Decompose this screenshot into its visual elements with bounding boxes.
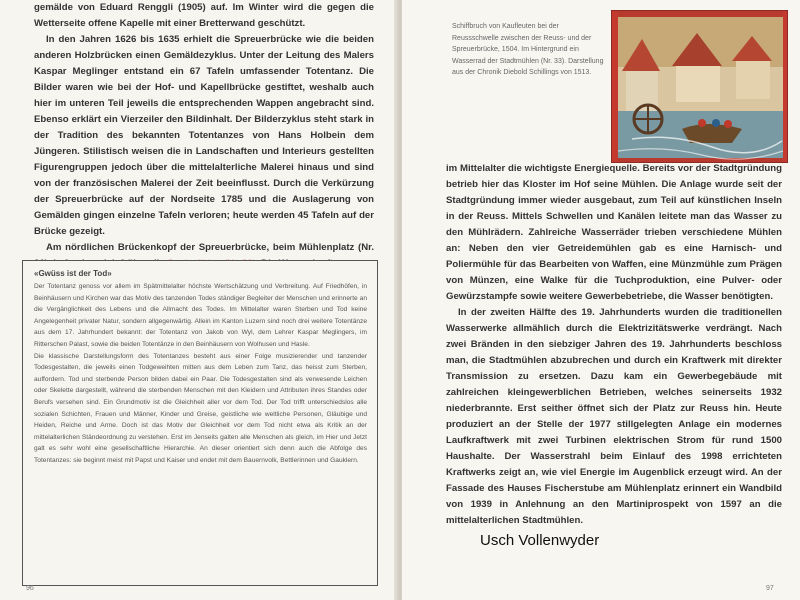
box-title: «Gwüss ist der Tod» [34, 269, 112, 278]
left-page [0, 0, 398, 600]
page-number-right: 97 [766, 585, 774, 592]
right-paragraph-2: In der zweiten Hälfte des 19. Jahrhunderts wurden die traditionellen Wasserwerke allmählich durch die Elektrizitätswerke verdrängt. Nach zwei Bränden in den siebziger Jahren des 19. Jahrhunderts beschloss man, die Stadtmühlen abzubrechen und durch ein Kraftwerk mit direkter Transmission zu ersetzen. Dazu kam ein Gewerbegebäude mit zahlreichen kleingewerblichen Betrieben, welches seinerseits 1932 niederbrannte. Erst seither öffnet sich der Platz zur Reuss hin. Heute produziert an der Stelle der 1977 stillgelegten Anlage ein modernes Laufkraftwerk mit zwei Turbinen elektrischen Strom für rund 1500 Haushalte. Der Wasserstrahl beim Einlauf des 1998 errichteten Kraftwerks zeigt an, wie viel Energie im Augenblick erzeugt wird. An der Fassade des Hauses Fischerstube am Mühlenplatz erinnert ein Wandbild von 1939 in Anlehnung an den Martiniprospekt von 1597 an die mittelalterlichen Stadtmühlen. [446, 307, 782, 526]
illustration-image [612, 11, 788, 163]
box-paragraph-1: Der Totentanz genoss vor allem im Spätmittelalter höchste Wertschätzung und Verbreitung. Auf Friedhöfen, in Beinhäusern und Kirchen war das Motiv des tanzenden Todes ständiger Begleiter der Menschen und erinnerte an die Vergänglichkeit des Lebens und die Allmacht des Todes. Im Mittelalter waren Sterben und Tod keine Angelegenheit privater Natur, sondern allgegenwärtig. Allein im Kanton Luzern sind noch drei weitere Totentänze aus dem 17. Jahrhundert bekannt: der Totentanz von Jakob von Wyl, dem Lehrer Kaspar Meglingers, im Ritterschen Palast, sowie die beiden Totentänze in den Beinhäusern von Wolhusen und Hasle. [34, 283, 367, 348]
box-paragraph-2: Die klassische Darstellungsform des Totentanzes besteht aus einer Folge musizierender und tanzender Todesgestalten, die jeweils einen Todgeweihten mitten aus dem Leben zum Tanz, das heisst zum Sterben, auffordern. Tod und sterbende Person bilden dabei ein Paar. Die Todesgestalten sind als verwesende Leichen oder Skelette dargestellt, während die sterbenden Menschen mit den Kleidern und Attributen ihres Standes oder Berufs versehen sind. Ein Grundmotiv ist die Gleichheit aller vor dem Tod. Der Tod trifft unterschiedslos alle sozialen Schichten, Frauen und Männer, Kinder und Greise, geistliche wie weltliche Personen, Gläubige und Heiden, Reiche und Arme. Doch ist das Motiv der Gleichheit vor dem Tod nicht etwa als Kritik an der mittelalterlichen Ständeordnung zu verstehen. Erst im Jenseits galten alle Menschen als gleich, im Hier und Jetzt galt es sehr wohl eine gesellschaftliche Hierarchie. An dieser orientiert sich denn auch die Abfolge des Totentanzes: sie beginnt meist mit Papst und Kaiser und endet mit dem Bauernvolk, Bettlerinnen und Gauklern. [34, 352, 367, 464]
image-caption: Schiffbruch von Kaufleuten bei der Reussschwelle zwischen der Reuss- und der Spreuerbrücke, 1504. Im Hintergrund ein Wasserrad der Stadtmühlen (Nr. 33). Darstellung aus der Chronik Diebold Schillings von 1513. [452, 23, 604, 77]
author-name: Usch Vollenwyder [480, 532, 600, 549]
left-body-text [34, 0, 374, 272]
right-paragraph-1: im Mittelalter die wichtigste Energiequelle. Bereits vor der Stadtgründung betrieb hier das Kloster im Hof seine Mühlen. Die Anlage wurde seit der Stadtgründung immer wieder ausgebaut, zum Teil auf künstlichen Inseln in der Reuss. Mittels Schwellen und Kanälen leitete man das Wasser zu den Mühlrädern. Zahlreiche Wasserräder trieben verschiedene Mühlen an: Neben den vier Getreidemühlen gab es eine Harnisch- und Poliermühle für das Bearbeiten von Waffen, eine Münzmühle zum Prägen von Münzen, eine Walke für die Tuchproduktion, eine Pulver- oder Gewürzstampfe sowie weitere Gewerbebetriebe, die Wasser benötigten. [446, 163, 782, 302]
left-paragraph-2: In den Jahren 1626 bis 1635 erhielt die Spreuerbrücke wie die beiden anderen Holzbrücken einen Gemäldezyklus. Unter der Leitung des Malers Kaspar Meglinger entstand ein 67 Tafeln umfassender Totentanz. Die Bilder waren wie bei der Hof- und Kapellbrücke gestiftet, weshalb auch hier im unteren Teil jeweils die entsprechenden Wappen angebracht sind. Ebenso erklärt ein Vierzeiler den Bildinhalt. Der Bilderzyklus steht stark in der Tradition des bekannten Totentanzes von Hans Holbein dem Jüngeren. Stilistisch weisen die in Landschaften und Interieurs gestellten Figurengruppen jedoch über die mittelalterliche Malerei hinaus und sind von der französischen Malerei der Zeit beeinflusst. Durch die Verkürzung der Spreuerbrücke auf der Nordseite 1785 und die Auslagerung von Gemälden gingen einzelne Tafeln verloren; heute werden 45 Tafeln auf der Brücke gezeigt. [34, 34, 374, 237]
left-paragraph-3-lead: Am nördlichen Brückenkopf der Spreuerbrücke, beim Mühlenplatz (Nr. [46, 242, 374, 253]
chronicle-illustration [611, 10, 788, 163]
sidebar-box-totentanz [22, 260, 378, 586]
page-number-left: 96 [26, 585, 34, 592]
right-body-text [446, 161, 782, 529]
left-paragraph-1: gemälde von Eduard Renggli (1905) auf. Im Winter wird die gegen die Wetterseite offene Kapelle mit einer Bretterwand geschützt. [34, 2, 374, 29]
